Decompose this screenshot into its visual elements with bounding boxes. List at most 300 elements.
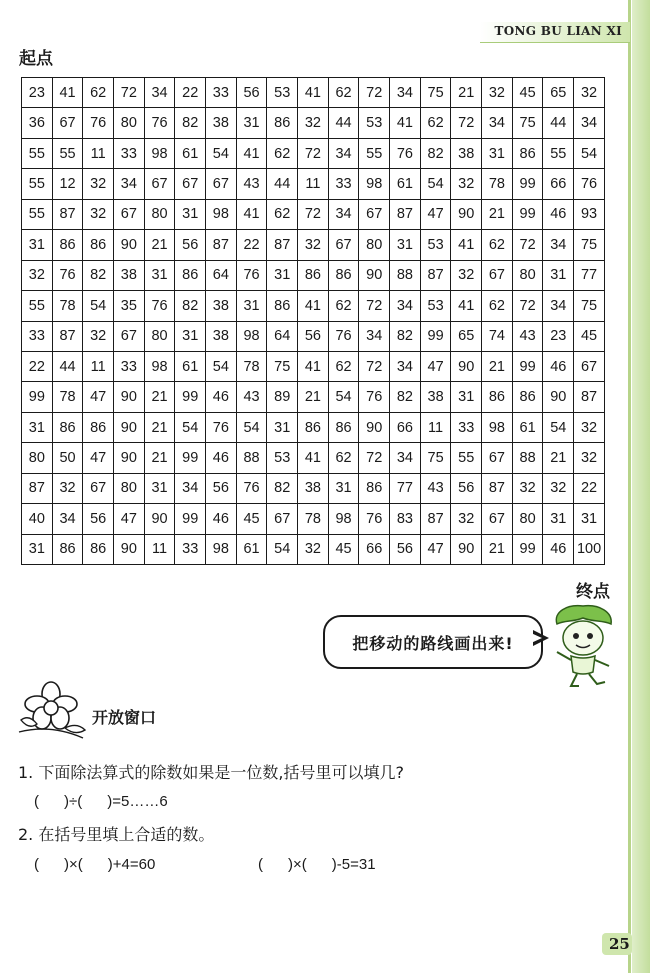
grid-cell: 32 — [52, 473, 83, 503]
grid-row — [22, 443, 605, 473]
grid-cell: 41 — [298, 78, 329, 108]
grid-cell: 86 — [52, 230, 83, 260]
grid-cell: 62 — [267, 199, 298, 229]
grid-cell: 22 — [574, 473, 605, 503]
grid-cell: 54 — [420, 169, 451, 199]
grid-cell: 65 — [451, 321, 482, 351]
grid-cell: 86 — [359, 473, 390, 503]
grid-cell: 76 — [328, 321, 359, 351]
grid-cell: 62 — [328, 291, 359, 321]
grid-cell: 33 — [114, 138, 145, 168]
grid-cell: 53 — [359, 108, 390, 138]
grid-cell: 38 — [114, 260, 145, 290]
grid-row — [22, 412, 605, 442]
end-label: 终点 — [576, 582, 610, 602]
grid-cell: 86 — [83, 412, 114, 442]
grid-cell: 98 — [206, 199, 237, 229]
grid-cell: 34 — [328, 199, 359, 229]
grid-cell: 55 — [451, 443, 482, 473]
grid-cell: 90 — [114, 443, 145, 473]
grid-cell: 34 — [574, 108, 605, 138]
grid-cell: 98 — [482, 412, 513, 442]
grid-cell: 47 — [83, 443, 114, 473]
grid-cell: 67 — [114, 199, 145, 229]
grid-cell: 76 — [359, 382, 390, 412]
grid-cell: 80 — [512, 260, 543, 290]
grid-cell: 99 — [175, 382, 206, 412]
grid-cell: 44 — [543, 108, 574, 138]
flower-icon — [15, 680, 87, 742]
grid-cell: 34 — [482, 108, 513, 138]
grid-cell: 90 — [451, 534, 482, 564]
grid-cell: 86 — [482, 382, 513, 412]
grid-cell: 82 — [175, 108, 206, 138]
grid-cell: 31 — [175, 321, 206, 351]
grid-cell: 89 — [267, 382, 298, 412]
grid-cell: 76 — [359, 504, 390, 534]
grid-cell: 22 — [236, 230, 267, 260]
grid-row — [22, 534, 605, 564]
grid-row — [22, 382, 605, 412]
grid-cell: 12 — [52, 169, 83, 199]
grid-cell: 38 — [206, 321, 237, 351]
grid-cell: 78 — [298, 504, 329, 534]
grid-cell: 67 — [482, 504, 513, 534]
grid-cell: 62 — [328, 443, 359, 473]
grid-cell: 34 — [390, 291, 421, 321]
grid-cell: 82 — [175, 291, 206, 321]
grid-cell: 43 — [236, 169, 267, 199]
grid-cell: 31 — [144, 473, 175, 503]
grid-cell: 75 — [420, 78, 451, 108]
grid-cell: 11 — [298, 169, 329, 199]
grid-cell: 54 — [543, 412, 574, 442]
grid-cell: 78 — [236, 351, 267, 381]
grid-cell: 21 — [451, 78, 482, 108]
grid-cell: 86 — [83, 534, 114, 564]
grid-cell: 43 — [420, 473, 451, 503]
grid-cell: 99 — [512, 199, 543, 229]
grid-cell: 38 — [206, 108, 237, 138]
grid-cell: 77 — [574, 260, 605, 290]
grid-cell: 100 — [574, 534, 605, 564]
grid-cell: 86 — [328, 412, 359, 442]
grid-cell: 53 — [420, 230, 451, 260]
grid-cell: 90 — [543, 382, 574, 412]
grid-cell: 55 — [543, 138, 574, 168]
grid-cell: 21 — [144, 443, 175, 473]
grid-cell: 56 — [83, 504, 114, 534]
grid-cell: 31 — [22, 412, 53, 442]
grid-cell: 80 — [512, 504, 543, 534]
grid-cell: 54 — [206, 138, 237, 168]
grid-row — [22, 260, 605, 290]
grid-cell: 11 — [83, 351, 114, 381]
grid-cell: 65 — [543, 78, 574, 108]
grid-cell: 61 — [175, 138, 206, 168]
grid-row — [22, 78, 605, 108]
page-edge-rail — [632, 0, 650, 973]
grid-cell: 11 — [144, 534, 175, 564]
grid-cell: 62 — [328, 78, 359, 108]
grid-cell: 54 — [206, 351, 237, 381]
grid-cell: 38 — [451, 138, 482, 168]
grid-cell: 33 — [206, 78, 237, 108]
grid-cell: 34 — [175, 473, 206, 503]
grid-cell: 62 — [482, 291, 513, 321]
grid-cell: 76 — [574, 169, 605, 199]
grid-cell: 55 — [22, 138, 53, 168]
grid-cell: 75 — [574, 291, 605, 321]
grid-cell: 53 — [267, 443, 298, 473]
grid-cell: 56 — [298, 321, 329, 351]
grid-cell: 21 — [298, 382, 329, 412]
grid-cell: 62 — [482, 230, 513, 260]
grid-cell: 54 — [267, 534, 298, 564]
grid-cell: 32 — [83, 169, 114, 199]
grid-cell: 93 — [574, 199, 605, 229]
grid-cell: 34 — [144, 78, 175, 108]
grid-cell: 76 — [144, 108, 175, 138]
grid-cell: 72 — [512, 230, 543, 260]
grid-cell: 54 — [236, 412, 267, 442]
grid-cell: 62 — [420, 108, 451, 138]
grid-cell: 67 — [206, 169, 237, 199]
grid-cell: 99 — [512, 534, 543, 564]
grid-cell: 64 — [267, 321, 298, 351]
grid-cell: 75 — [267, 351, 298, 381]
grid-cell: 86 — [83, 230, 114, 260]
grid-cell: 61 — [236, 534, 267, 564]
grid-cell: 41 — [390, 108, 421, 138]
grid-cell: 31 — [22, 534, 53, 564]
grid-cell: 32 — [512, 473, 543, 503]
grid-cell: 47 — [420, 534, 451, 564]
grid-cell: 67 — [359, 199, 390, 229]
grid-cell: 32 — [574, 443, 605, 473]
grid-cell: 43 — [236, 382, 267, 412]
grid-cell: 72 — [359, 291, 390, 321]
start-label: 起点 — [19, 49, 53, 69]
grid-cell: 34 — [390, 78, 421, 108]
grid-cell: 34 — [328, 138, 359, 168]
grid-cell: 87 — [206, 230, 237, 260]
grid-cell: 41 — [298, 351, 329, 381]
grid-cell: 86 — [267, 108, 298, 138]
grid-cell: 74 — [482, 321, 513, 351]
grid-cell: 61 — [390, 169, 421, 199]
grid-cell: 87 — [420, 504, 451, 534]
grid-cell: 87 — [482, 473, 513, 503]
grid-cell: 80 — [22, 443, 53, 473]
section-title: 开放窗口 — [92, 708, 157, 727]
grid-cell: 86 — [298, 260, 329, 290]
leaf-mascot-illustration — [547, 602, 619, 690]
grid-cell: 62 — [83, 78, 114, 108]
grid-cell: 62 — [267, 138, 298, 168]
grid-cell: 31 — [236, 108, 267, 138]
grid-cell: 22 — [22, 351, 53, 381]
grid-cell: 72 — [359, 443, 390, 473]
grid-cell: 67 — [574, 351, 605, 381]
grid-cell: 21 — [482, 351, 513, 381]
grid-cell: 90 — [114, 230, 145, 260]
grid-cell: 41 — [298, 443, 329, 473]
grid-cell: 86 — [298, 412, 329, 442]
grid-cell: 64 — [206, 260, 237, 290]
grid-cell: 31 — [451, 382, 482, 412]
grid-cell: 31 — [144, 260, 175, 290]
grid-cell: 90 — [144, 504, 175, 534]
grid-cell: 72 — [298, 138, 329, 168]
grid-cell: 86 — [175, 260, 206, 290]
grid-cell: 55 — [22, 291, 53, 321]
grid-cell: 99 — [175, 443, 206, 473]
grid-cell: 32 — [543, 473, 574, 503]
grid-cell: 56 — [206, 473, 237, 503]
grid-cell: 41 — [236, 199, 267, 229]
grid-cell: 75 — [574, 230, 605, 260]
grid-cell: 87 — [420, 260, 451, 290]
grid-cell: 87 — [52, 199, 83, 229]
grid-cell: 54 — [83, 291, 114, 321]
grid-cell: 61 — [512, 412, 543, 442]
grid-row — [22, 321, 605, 351]
grid-cell: 41 — [298, 291, 329, 321]
grid-cell: 21 — [144, 382, 175, 412]
grid-cell: 46 — [206, 504, 237, 534]
grid-cell: 40 — [22, 504, 53, 534]
grid-cell: 86 — [512, 138, 543, 168]
page-edge-line — [628, 0, 631, 973]
grid-cell: 34 — [52, 504, 83, 534]
grid-cell: 32 — [83, 321, 114, 351]
grid-cell: 46 — [206, 382, 237, 412]
grid-cell: 34 — [114, 169, 145, 199]
grid-cell: 31 — [390, 230, 421, 260]
grid-cell: 32 — [298, 108, 329, 138]
grid-cell: 78 — [52, 291, 83, 321]
grid-cell: 67 — [482, 260, 513, 290]
grid-cell: 44 — [267, 169, 298, 199]
grid-cell: 55 — [22, 199, 53, 229]
grid-row — [22, 504, 605, 534]
grid-cell: 76 — [52, 260, 83, 290]
grid-cell: 32 — [451, 504, 482, 534]
grid-cell: 41 — [451, 291, 482, 321]
grid-cell: 80 — [144, 321, 175, 351]
grid-cell: 72 — [359, 78, 390, 108]
grid-cell: 31 — [574, 504, 605, 534]
grid-cell: 47 — [420, 351, 451, 381]
grid-cell: 98 — [144, 351, 175, 381]
grid-cell: 44 — [328, 108, 359, 138]
grid-cell: 87 — [390, 199, 421, 229]
grid-cell: 47 — [114, 504, 145, 534]
grid-cell: 32 — [574, 412, 605, 442]
grid-cell: 23 — [22, 78, 53, 108]
grid-cell: 56 — [175, 230, 206, 260]
grid-row — [22, 169, 605, 199]
grid-cell: 90 — [114, 412, 145, 442]
question-2-blank-line-a: ( )×( )+4=60 — [34, 856, 156, 873]
grid-cell: 90 — [114, 534, 145, 564]
question-2-prompt: 2. 在括号里填上合适的数。 — [18, 825, 215, 844]
grid-cell: 75 — [420, 443, 451, 473]
grid-cell: 32 — [83, 199, 114, 229]
grid-cell: 90 — [114, 382, 145, 412]
grid-cell: 44 — [52, 351, 83, 381]
grid-cell: 67 — [175, 169, 206, 199]
grid-cell: 45 — [574, 321, 605, 351]
grid-cell: 72 — [359, 351, 390, 381]
grid-cell: 55 — [22, 169, 53, 199]
grid-cell: 76 — [236, 260, 267, 290]
grid-cell: 82 — [83, 260, 114, 290]
grid-cell: 38 — [298, 473, 329, 503]
grid-cell: 99 — [22, 382, 53, 412]
grid-cell: 98 — [236, 321, 267, 351]
grid-cell: 47 — [83, 382, 114, 412]
grid-cell: 23 — [543, 321, 574, 351]
grid-cell: 55 — [52, 138, 83, 168]
grid-cell: 34 — [543, 230, 574, 260]
speech-bubble — [323, 615, 543, 669]
grid-cell: 86 — [52, 412, 83, 442]
grid-cell: 66 — [390, 412, 421, 442]
grid-cell: 76 — [206, 412, 237, 442]
grid-cell: 56 — [236, 78, 267, 108]
grid-cell: 76 — [236, 473, 267, 503]
grid-cell: 31 — [175, 199, 206, 229]
grid-cell: 67 — [52, 108, 83, 138]
grid-cell: 98 — [328, 504, 359, 534]
grid-cell: 67 — [144, 169, 175, 199]
grid-cell: 36 — [22, 108, 53, 138]
grid-cell: 78 — [52, 382, 83, 412]
grid-cell: 45 — [512, 78, 543, 108]
grid-cell: 32 — [451, 260, 482, 290]
grid-cell: 99 — [512, 351, 543, 381]
grid-cell: 33 — [114, 351, 145, 381]
grid-cell: 67 — [267, 504, 298, 534]
grid-cell: 54 — [574, 138, 605, 168]
question-1-blank-line: ( )÷( )=5……6 — [34, 793, 168, 810]
grid-cell: 78 — [482, 169, 513, 199]
grid-cell: 46 — [543, 351, 574, 381]
grid-cell: 31 — [236, 291, 267, 321]
grid-row — [22, 199, 605, 229]
grid-cell: 33 — [328, 169, 359, 199]
grid-cell: 53 — [267, 78, 298, 108]
grid-row — [22, 138, 605, 168]
page-number: 25 — [609, 935, 630, 953]
grid-cell: 86 — [328, 260, 359, 290]
grid-cell: 99 — [420, 321, 451, 351]
grid-row — [22, 351, 605, 381]
grid-cell: 90 — [451, 199, 482, 229]
grid-cell: 82 — [267, 473, 298, 503]
grid-cell: 62 — [328, 351, 359, 381]
grid-cell: 31 — [543, 504, 574, 534]
grid-cell: 41 — [52, 78, 83, 108]
grid-cell: 76 — [144, 291, 175, 321]
grid-cell: 31 — [543, 260, 574, 290]
grid-cell: 50 — [52, 443, 83, 473]
grid-cell: 88 — [236, 443, 267, 473]
question-1-prompt: 1. 下面除法算式的除数如果是一位数,括号里可以填几? — [18, 763, 404, 782]
grid-row — [22, 291, 605, 321]
grid-cell: 80 — [114, 108, 145, 138]
grid-cell: 87 — [22, 473, 53, 503]
grid-cell: 11 — [420, 412, 451, 442]
question-2-blank-line-b: ( )×( )-5=31 — [258, 856, 376, 873]
grid-cell: 80 — [114, 473, 145, 503]
grid-cell: 31 — [267, 260, 298, 290]
grid-cell: 90 — [451, 351, 482, 381]
grid-cell: 76 — [83, 108, 114, 138]
grid-cell: 98 — [359, 169, 390, 199]
speech-bubble-tail-fill — [531, 633, 542, 643]
grid-cell: 76 — [390, 138, 421, 168]
grid-cell: 34 — [390, 351, 421, 381]
grid-cell: 32 — [22, 260, 53, 290]
grid-cell: 66 — [359, 534, 390, 564]
grid-cell: 33 — [451, 412, 482, 442]
grid-cell: 32 — [574, 78, 605, 108]
grid-cell: 72 — [298, 199, 329, 229]
grid-cell: 47 — [420, 199, 451, 229]
grid-cell: 80 — [144, 199, 175, 229]
grid-cell: 72 — [114, 78, 145, 108]
grid-cell: 99 — [175, 504, 206, 534]
number-maze-grid — [21, 77, 605, 565]
grid-cell: 98 — [206, 534, 237, 564]
grid-cell: 32 — [298, 230, 329, 260]
grid-row — [22, 473, 605, 503]
grid-cell: 55 — [359, 138, 390, 168]
grid-cell: 88 — [512, 443, 543, 473]
grid-cell: 87 — [52, 321, 83, 351]
grid-cell: 67 — [482, 443, 513, 473]
grid-cell: 33 — [22, 321, 53, 351]
grid-cell: 75 — [512, 108, 543, 138]
grid-cell: 11 — [83, 138, 114, 168]
grid-cell: 46 — [543, 199, 574, 229]
grid-cell: 21 — [543, 443, 574, 473]
grid-cell: 56 — [390, 534, 421, 564]
grid-cell: 22 — [175, 78, 206, 108]
grid-cell: 86 — [52, 534, 83, 564]
grid-cell: 21 — [144, 230, 175, 260]
grid-cell: 34 — [359, 321, 390, 351]
speech-bubble-text: 把移动的路线画出来! — [352, 633, 514, 653]
grid-cell: 86 — [512, 382, 543, 412]
grid-cell: 46 — [206, 443, 237, 473]
grid-cell: 56 — [451, 473, 482, 503]
grid-cell: 21 — [482, 199, 513, 229]
grid-cell: 32 — [451, 169, 482, 199]
grid-cell: 90 — [359, 412, 390, 442]
grid-cell: 67 — [328, 230, 359, 260]
grid-cell: 38 — [420, 382, 451, 412]
grid-cell: 90 — [359, 260, 390, 290]
grid-cell: 61 — [175, 351, 206, 381]
grid-cell: 82 — [420, 138, 451, 168]
grid-cell: 38 — [206, 291, 237, 321]
grid-cell: 31 — [482, 138, 513, 168]
grid-cell: 99 — [512, 169, 543, 199]
